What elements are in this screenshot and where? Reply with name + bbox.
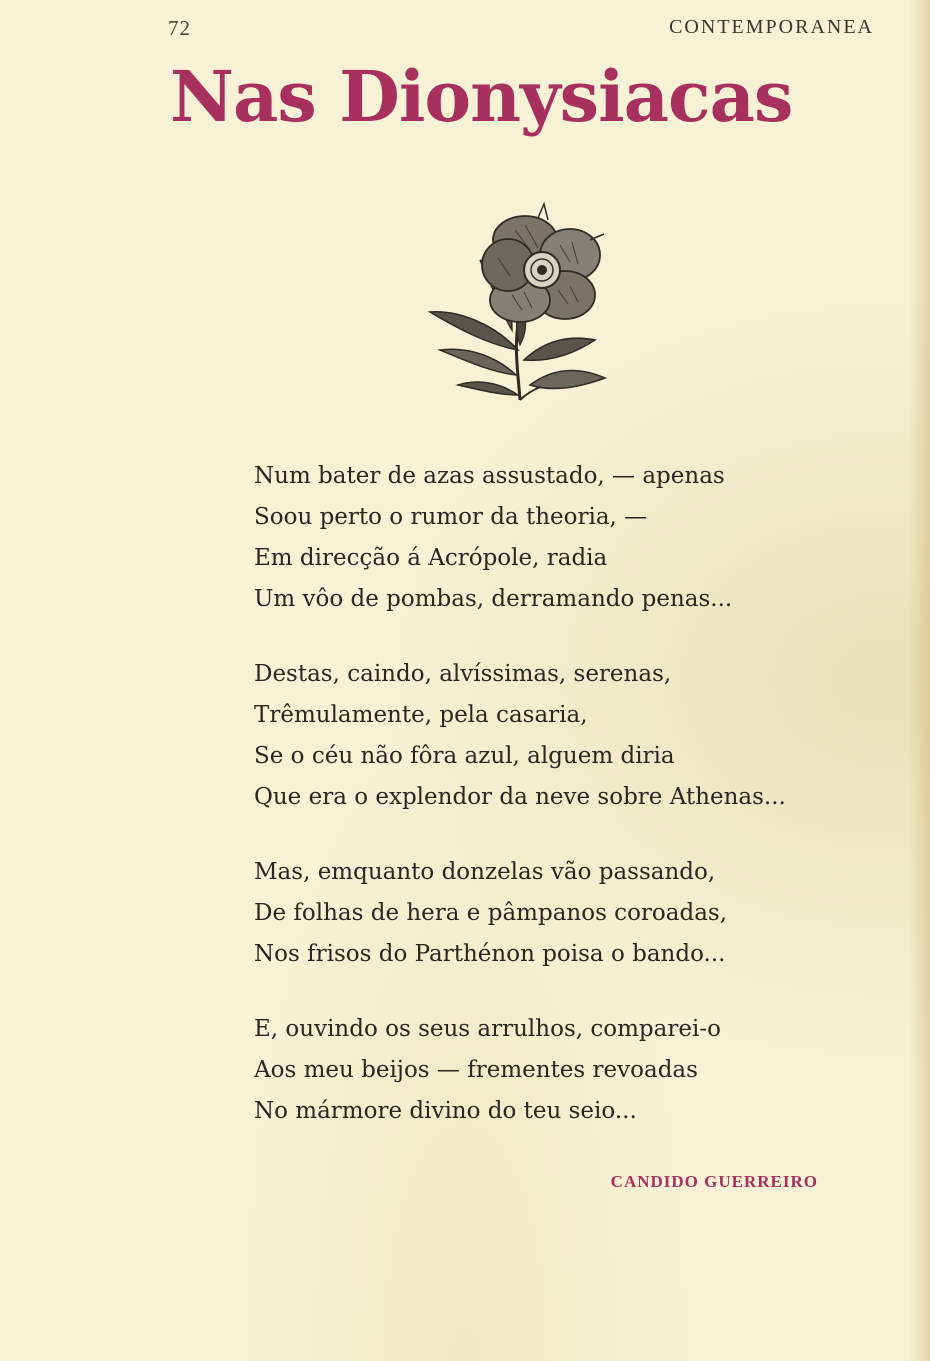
poem-title: Nas Dionysiacas (170, 55, 793, 138)
poem-line: De folhas de hera e pâmpanos coroadas, (254, 900, 728, 926)
stanza (254, 654, 814, 818)
stanza (254, 1009, 814, 1132)
poem-body (254, 456, 814, 1166)
stanza (254, 852, 814, 975)
poem-line: Se o céu não fôra azul, alguem diria (254, 743, 675, 769)
poem-line: Num bater de azas assustado, — apenas (254, 463, 725, 489)
poem-line: Trêmulamente, pela casaria, (254, 702, 588, 728)
poem-line: Que era o explendor da neve sobre Athenas... (254, 784, 786, 810)
page-edge-shade (908, 0, 930, 1361)
poem-line: Nos frisos do Parthénon poisa o bando... (254, 941, 726, 967)
stanza (254, 456, 814, 620)
running-head: CONTEMPORANEA (669, 16, 874, 38)
rose-flower-icon (420, 200, 620, 410)
poem-line: Um vôo de pombas, derramando penas... (254, 586, 733, 612)
author-signature: CANDIDO GUERREIRO (610, 1172, 818, 1191)
poem-line: Aos meu beijos — frementes revoadas (254, 1057, 698, 1083)
poem-line: Mas, emquanto donzelas vão passando, (254, 859, 716, 885)
poem-line: Em direcção á Acrópole, radia (254, 545, 608, 571)
page-number: 72 (168, 16, 191, 40)
poem-line: Soou perto o rumor da theoria, — (254, 504, 648, 530)
poem-line: E, ouvindo os seus arrulhos, comparei-o (254, 1016, 721, 1042)
poem-line: No mármore divino do teu seio... (254, 1098, 637, 1124)
poem-line: Destas, caindo, alvíssimas, serenas, (254, 661, 672, 687)
